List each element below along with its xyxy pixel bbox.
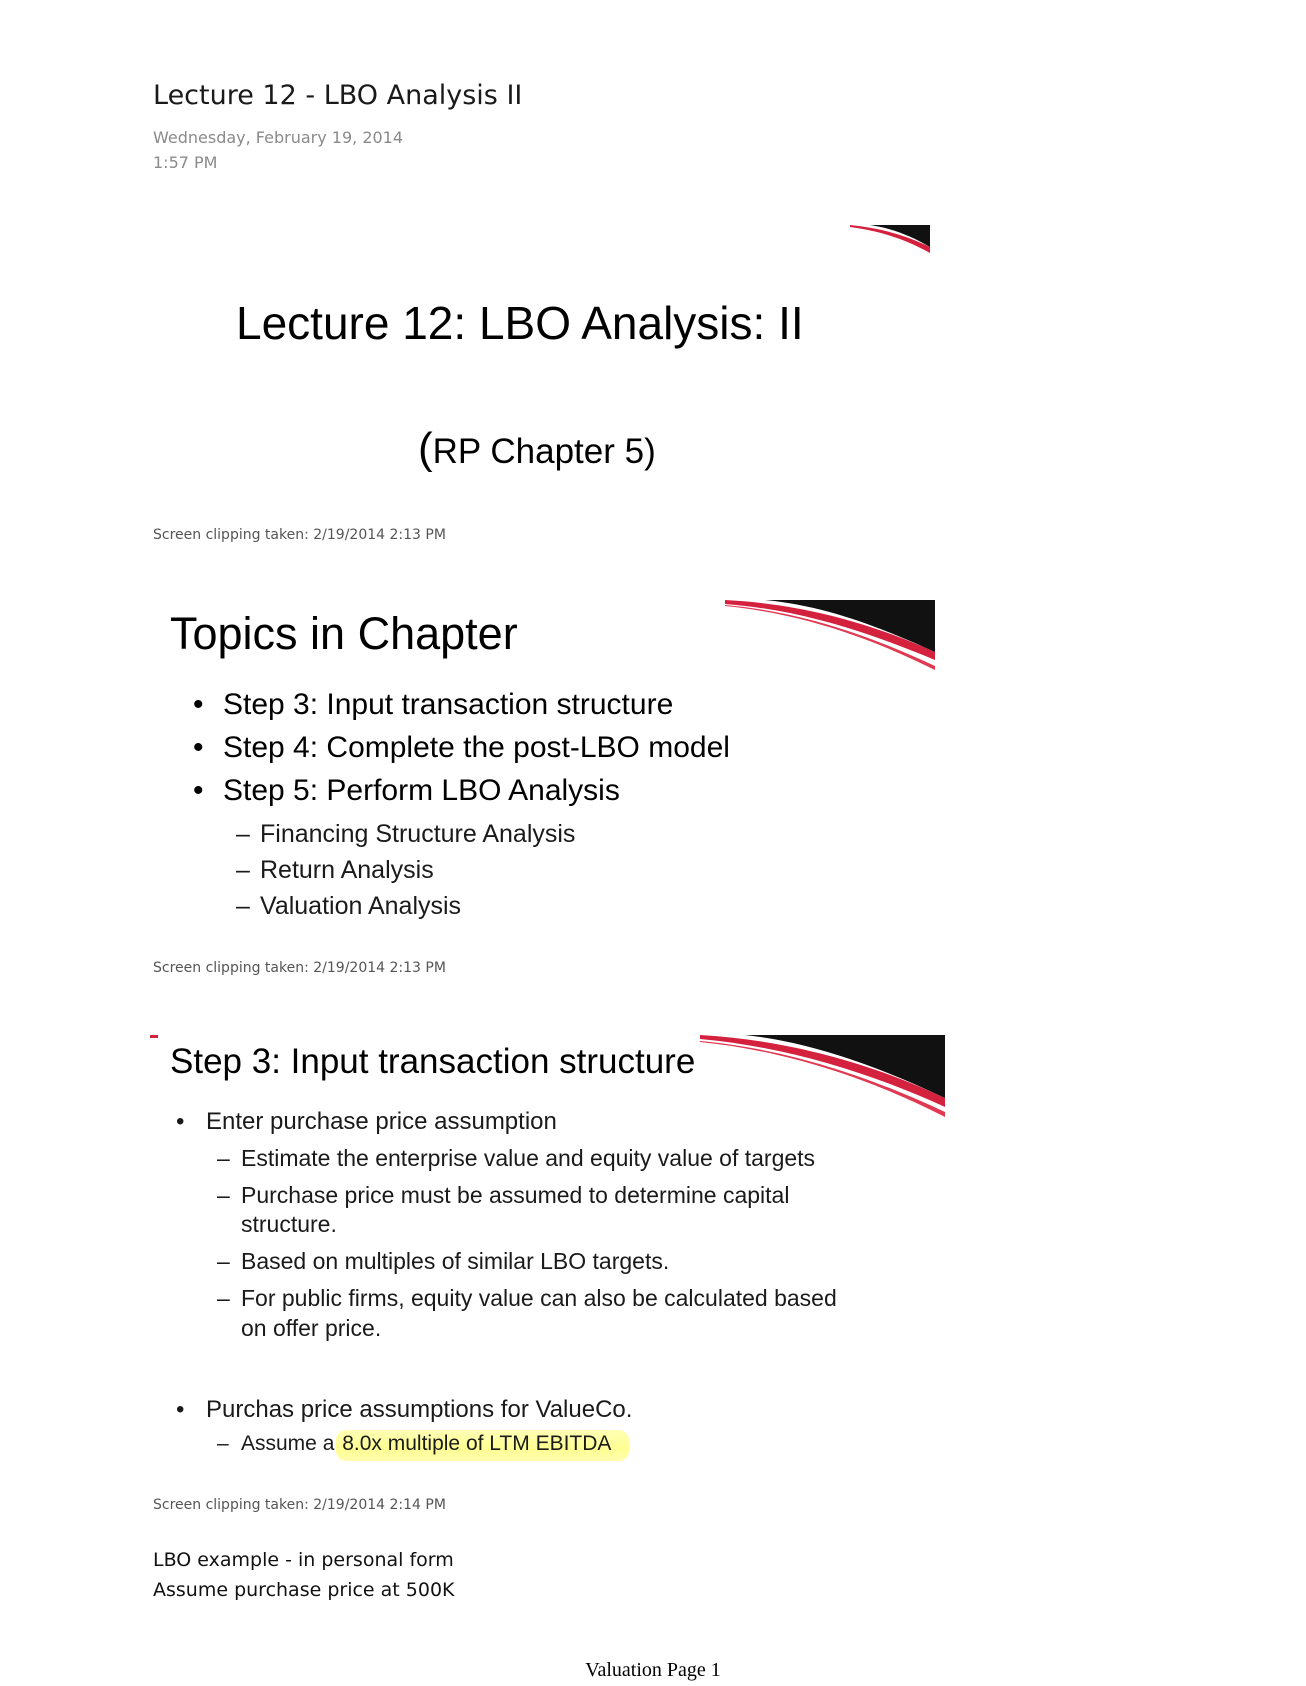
topic-sub-bullet-2 bbox=[236, 856, 434, 885]
dash-mark: – bbox=[217, 1182, 230, 1208]
page-footer: Valuation Page 1 bbox=[585, 1659, 721, 1681]
dash-mark: – bbox=[236, 892, 250, 920]
dash-mark: – bbox=[217, 1145, 230, 1171]
step3-bullet-2 bbox=[176, 1396, 632, 1424]
sub-bullet-text: Financing Structure Analysis bbox=[260, 820, 576, 848]
bullet-dot: • bbox=[193, 731, 204, 764]
topic-bullet-2 bbox=[193, 731, 730, 765]
sub-bullet-text: Based on multiples of similar LBO targets. bbox=[241, 1248, 670, 1274]
bullet-text: Step 4: Complete the post-LBO model bbox=[223, 731, 730, 764]
bullet-text: Purchas price assumptions for ValueCo. bbox=[206, 1396, 633, 1423]
bullet-text: Enter purchase price assumption bbox=[206, 1108, 557, 1135]
topic-sub-bullet-3 bbox=[236, 892, 461, 921]
step3-sub-bullet-2-continued: structure. bbox=[241, 1211, 337, 1237]
dash-mark: – bbox=[217, 1285, 230, 1311]
step3-bullet-1 bbox=[176, 1108, 557, 1136]
bullet-dot: • bbox=[193, 688, 204, 721]
page-date: Wednesday, February 19, 2014 bbox=[153, 128, 404, 147]
topic-bullet-1 bbox=[193, 688, 673, 722]
page-time: 1:57 PM bbox=[153, 153, 218, 172]
clipping-timestamp: Screen clipping taken: 2/19/2014 2:14 PM bbox=[153, 1497, 446, 1513]
close-paren: ) bbox=[644, 432, 656, 471]
open-paren: ( bbox=[418, 424, 433, 473]
slide2-title: Topics in Chapter bbox=[170, 608, 518, 659]
note-line-2: Assume purchase price at 500K bbox=[153, 1579, 455, 1601]
slide1-title: Lecture 12: LBO Analysis: II bbox=[236, 297, 804, 349]
dash-mark: – bbox=[217, 1248, 230, 1274]
slide3-corner-mark bbox=[150, 1035, 158, 1039]
slide1-subtitle-text: RP Chapter 5 bbox=[432, 432, 645, 471]
sub-bullet-text: Assume a bbox=[241, 1432, 335, 1455]
slide3-title: Step 3: Input transaction structure bbox=[170, 1042, 696, 1081]
step3-sub-bullet-4-continued: on offer price. bbox=[241, 1315, 382, 1341]
clipping-timestamp: Screen clipping taken: 2/19/2014 2:13 PM bbox=[153, 960, 446, 976]
step3-sub-bullet-4 bbox=[217, 1285, 837, 1312]
sub-bullet-text: Estimate the enterprise value and equity value of targets bbox=[241, 1145, 816, 1171]
step3-sub-bullet-3 bbox=[217, 1248, 669, 1275]
dash-mark: – bbox=[217, 1432, 229, 1455]
sub-bullet-text: Purchase price must be assumed to determine capital bbox=[241, 1182, 790, 1208]
bullet-dot: • bbox=[176, 1396, 185, 1423]
step3-sub-bullet-1 bbox=[217, 1145, 815, 1172]
dash-mark: – bbox=[236, 856, 250, 884]
bullet-dot: • bbox=[193, 774, 204, 807]
slide2-swoosh-graphic bbox=[725, 600, 935, 675]
highlighted-text: 8.0x multiple of LTM EBITDA bbox=[336, 1430, 629, 1461]
slide3-swoosh-graphic bbox=[700, 1035, 945, 1120]
topic-sub-bullet-1 bbox=[236, 820, 575, 849]
sub-bullet-text: Return Analysis bbox=[260, 856, 434, 884]
bullet-text: Step 3: Input transaction structure bbox=[223, 688, 674, 721]
note-line-1: LBO example - in personal form bbox=[153, 1549, 454, 1571]
step3-sub-bullet-5 bbox=[217, 1432, 629, 1456]
bullet-text: Step 5: Perform LBO Analysis bbox=[223, 774, 620, 807]
page-title: Lecture 12 - LBO Analysis II bbox=[153, 80, 523, 111]
step3-sub-bullet-2 bbox=[217, 1182, 789, 1209]
topic-bullet-3 bbox=[193, 774, 620, 808]
sub-bullet-text: For public firms, equity value can also be calculated based bbox=[241, 1285, 837, 1311]
slide1-subtitle bbox=[418, 424, 656, 474]
sub-bullet-text: Valuation Analysis bbox=[260, 892, 462, 920]
bullet-dot: • bbox=[176, 1108, 185, 1135]
slide1-swoosh-graphic bbox=[850, 225, 930, 257]
clipping-timestamp: Screen clipping taken: 2/19/2014 2:13 PM bbox=[153, 527, 446, 543]
dash-mark: – bbox=[236, 820, 250, 848]
